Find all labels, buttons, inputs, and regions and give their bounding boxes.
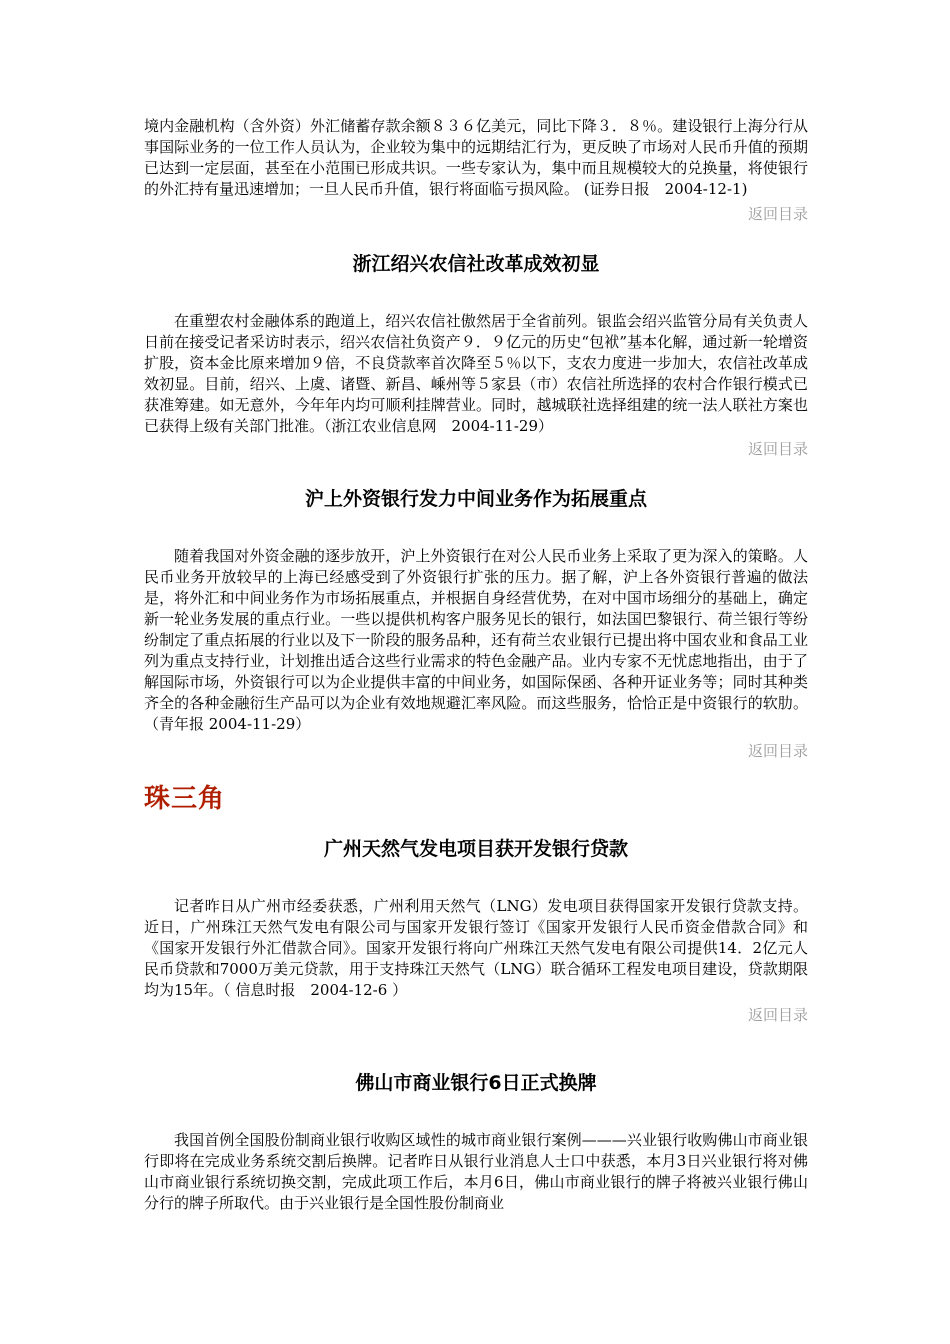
document-page xyxy=(144,116,808,1214)
article-title: 佛山市商业银行6日正式换牌 xyxy=(355,1072,597,1094)
back-to-contents-link[interactable]: 返回目录 xyxy=(747,1006,808,1024)
back-to-contents-link[interactable]: 返回目录 xyxy=(747,205,808,223)
region-heading: 珠三角 xyxy=(144,784,226,814)
article-paragraph: 境内金融机构（含外资）外汇储蓄存款余额８３６亿美元，同比下降３．８％。建设银行上海分行从事国际业务的一位工作人员认为，企业较为集中的远期结汇行为，更反映了市场对人民币升值的预期已达到一定层面，甚至在小范围已形成共识。一些专家认为，集中而且规模较大的兑换量，将使银行的外汇持有量迅速增加；一旦人民币升值，银行将面临亏损风险。 (证券日报 2004-12-1) xyxy=(144,117,808,198)
article-paragraph: 在重塑农村金融体系的跑道上，绍兴农信社傲然居于全省前列。银监会绍兴监管分局有关负责人日前在接受记者采访时表示，绍兴农信社负资产９．９亿元的历史“包袱”基本化解，通过新一轮增资扩股，资本金比原来增加９倍，不良贷款率首次降至５％以下，支农力度进一步加大，农信社改革成效初显。目前，绍兴、上虞、诸暨、新昌、嵊州等５家县（市）农信社所选择的农村合作银行模式已获准筹建。如无意外，今年年内均可顺利挂牌营业。同时，越城联社选择组建的统一法人联社方案也已获得上级有关部门批准。（浙江农业信息网 2004-11-29） xyxy=(144,312,808,435)
back-to-contents-link[interactable]: 返回目录 xyxy=(747,440,808,458)
article-paragraph: 我国首例全国股份制商业银行收购区域性的城市商业银行案例———兴业银行收购佛山市商业银行即将在完成业务系统交割后换牌。记者昨日从银行业消息人士口中获悉，本月3日兴业银行将对佛山市商业银行系统切换交割，完成此项工作后，本月6日，佛山市商业银行的牌子将被兴业银行佛山分行的牌子所取代。由于兴业银行是全国性股份制商业 xyxy=(144,1131,808,1212)
article-title: 广州天然气发电项目获开发银行贷款 xyxy=(323,838,628,860)
article-title: 沪上外资银行发力中间业务作为拓展重点 xyxy=(304,488,647,510)
article-paragraph: 记者昨日从广州市经委获悉，广州利用天然气（LNG）发电项目获得国家开发银行贷款支持。近日，广州珠江天然气发电有限公司与国家开发银行签订《国家开发银行人民币资金借款合同》和《国家开发银行外汇借款合同》。国家开发银行将向广州珠江天然气发电有限公司提供14．2亿元人民币贷款和7000万美元贷款，用于支持珠江天然气（LNG）联合循环工程发电项目建设，贷款期限均为15年。（ 信息时报 2004-12-6 ） xyxy=(144,897,808,999)
back-to-contents-link[interactable]: 返回目录 xyxy=(747,742,808,760)
article-paragraph: 随着我国对外资金融的逐步放开，沪上外资银行在对公人民币业务上采取了更为深入的策略。人民币业务开放较早的上海已经感受到了外资银行扩张的压力。据了解，沪上各外资银行普遍的做法是，将外汇和中间业务作为市场拓展重点，并根据自身经营优势，在对中国市场细分的基础上，确定新一轮业务发展的重点行业。一些以提供机构客户服务见长的银行，如法国巴黎银行、荷兰银行等纷纷制定了重点拓展的行业以及下一阶段的服务品种，还有荷兰农业银行已提出将中国农业和食品工业列为重点支持行业，计划推出适合这些行业需求的特色金融产品。业内专家不无忧虑地指出，由于了解国际市场，外资银行可以为企业提供丰富的中间业务，如国际保函、各种开证业务等；同时其种类齐全的各种金融衍生产品可以为企业有效地规避汇率风险。而这些服务，恰恰正是中资银行的软肋。（青年报 2004-11-29） xyxy=(144,547,808,733)
article-title: 浙江绍兴农信社改革成效初显 xyxy=(352,253,600,275)
